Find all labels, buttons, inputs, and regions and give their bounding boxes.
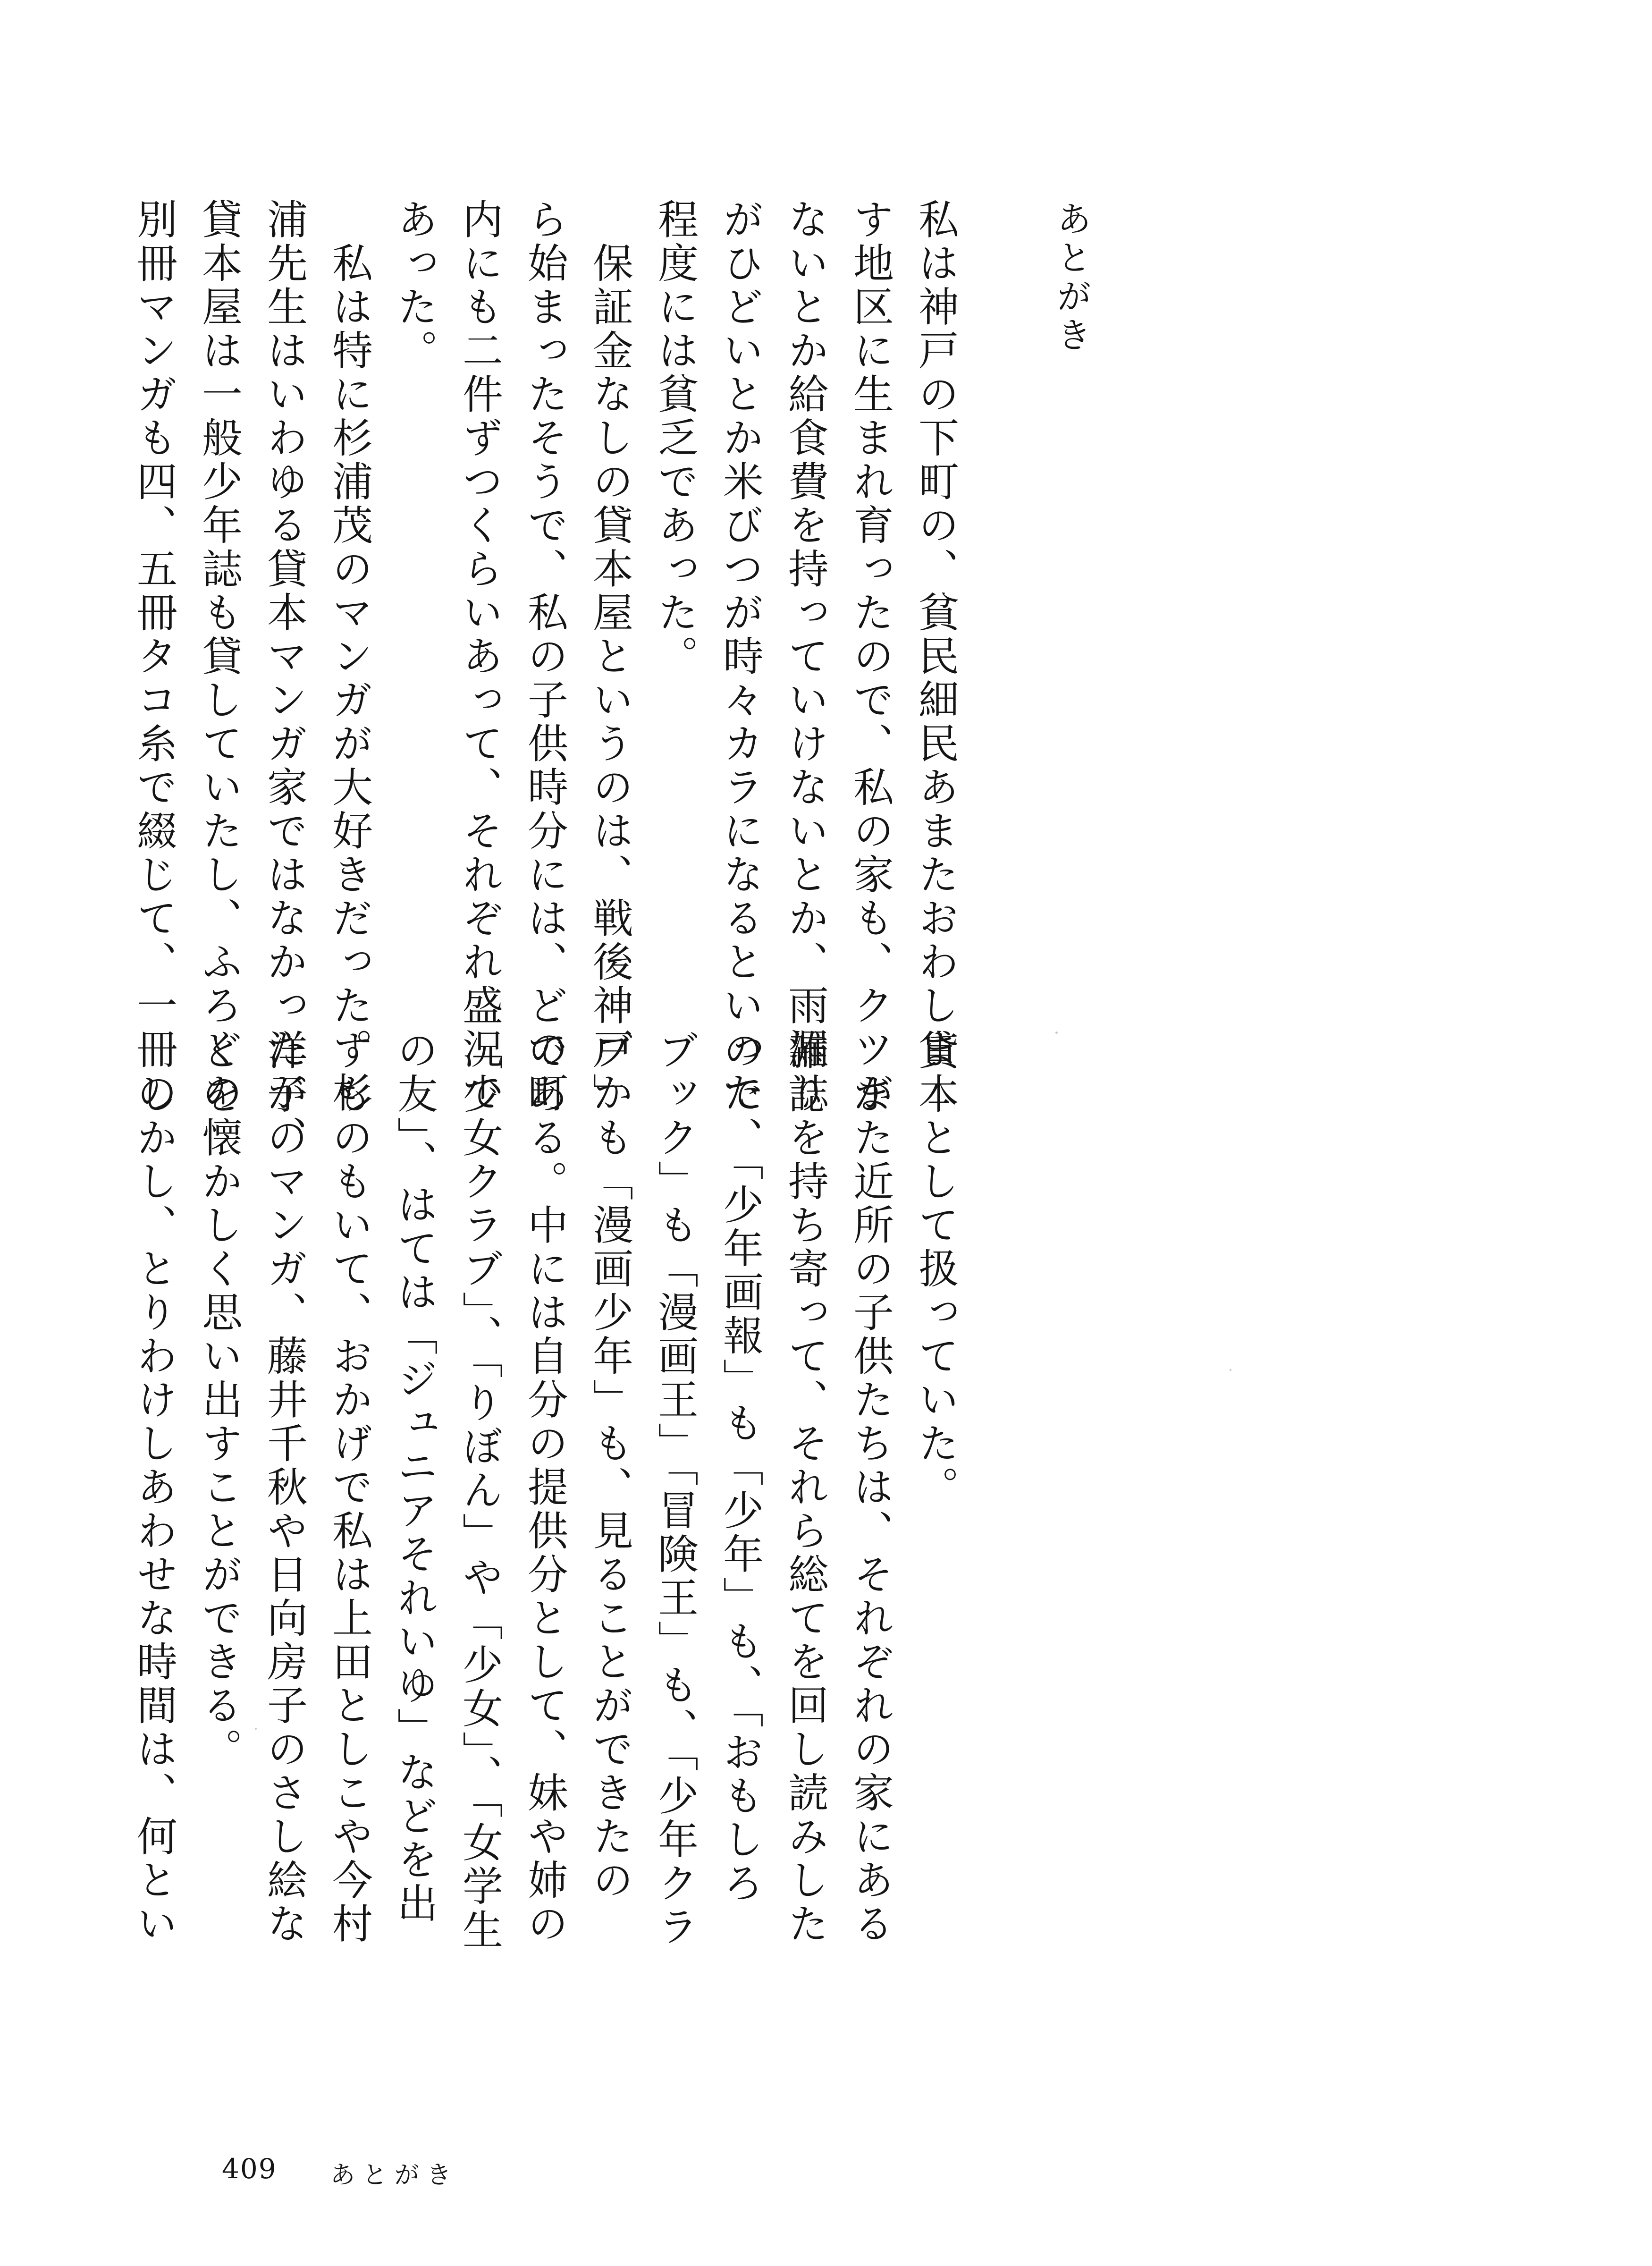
text-column: 程度には貧乏であった。 — [651, 198, 698, 679]
text-column: 雑誌を持ち寄って、それら総てを回し読みした — [781, 1029, 828, 1946]
scan-speck — [255, 1728, 257, 1730]
text-column: 私は神戸の下町の、貧民細民あまたおわしま — [911, 198, 959, 1072]
text-column: 内にも二件ずつくらいあって、それぞれ盛況で — [455, 198, 503, 1116]
text-column: 私は特に杉浦茂のマンガが大好きだった。杉 — [325, 198, 372, 1116]
text-column: あった。 — [390, 198, 438, 373]
text-column: 別冊マンガも四、五冊タコ糸で綴じて、一冊の — [130, 198, 177, 1116]
section-heading: あとがき — [1051, 201, 1092, 355]
page-number: 409 — [222, 2153, 277, 2185]
text-column: ないとか給食費を持っていけないとか、雨漏り — [781, 198, 828, 1116]
text-column: 「少女クラブ」、「りぼん」や「少女」、「女学生 — [455, 1029, 503, 1953]
text-column: 貸本として扱っていた。 — [911, 1029, 959, 1510]
scan-speck — [1055, 1032, 1058, 1034]
text-column: 貸本屋は一般少年誌も貸していたし、ふろくの — [195, 198, 242, 1116]
text-column: 浦先生はいわゆる貸本マンガ家ではなかったが、 — [260, 198, 307, 1159]
text-column: がひどいとか米びつが時々カラになるといった — [716, 198, 763, 1116]
text-column: ブック」も「漫画王」「冒険王」も、「少年クラ — [651, 1029, 698, 1949]
running-title: あとがき — [330, 2161, 459, 2190]
text-column: すものもいて、おかげで私は上田としこや今村 — [325, 1029, 372, 1946]
text-column: しかし、とりわけしあわせな時間は、何とい — [130, 1029, 177, 1946]
scan-speck — [1230, 1369, 1231, 1371]
text-column: の友」、はては「ジュニアそれいゆ」などを出 — [390, 1029, 438, 1926]
text-column: 保証金なしの貸本屋というのは、戦後神戸か — [586, 198, 633, 1116]
text-column: ブ」も「漫画少年」も、見ることができたの — [586, 1029, 633, 1902]
text-column: どを懐かしく思い出すことができる。 — [195, 1029, 242, 1772]
text-column: ら始まったそうで、私の子供時分には、どの町 — [521, 198, 568, 1116]
text-column: 洋子のマンガ、藤井千秋や日向房子のさし絵な — [260, 1029, 307, 1946]
text-column: ので、「少年画報」も「少年」も、「おもしろ — [716, 1029, 763, 1906]
text-column: である。中には自分の提供分として、妹や姉の — [521, 1029, 568, 1946]
text-column: す地区に生まれ育ったので、私の家も、クツが — [846, 198, 893, 1116]
text-column: また近所の子供たちは、それぞれの家にある — [846, 1029, 893, 1946]
